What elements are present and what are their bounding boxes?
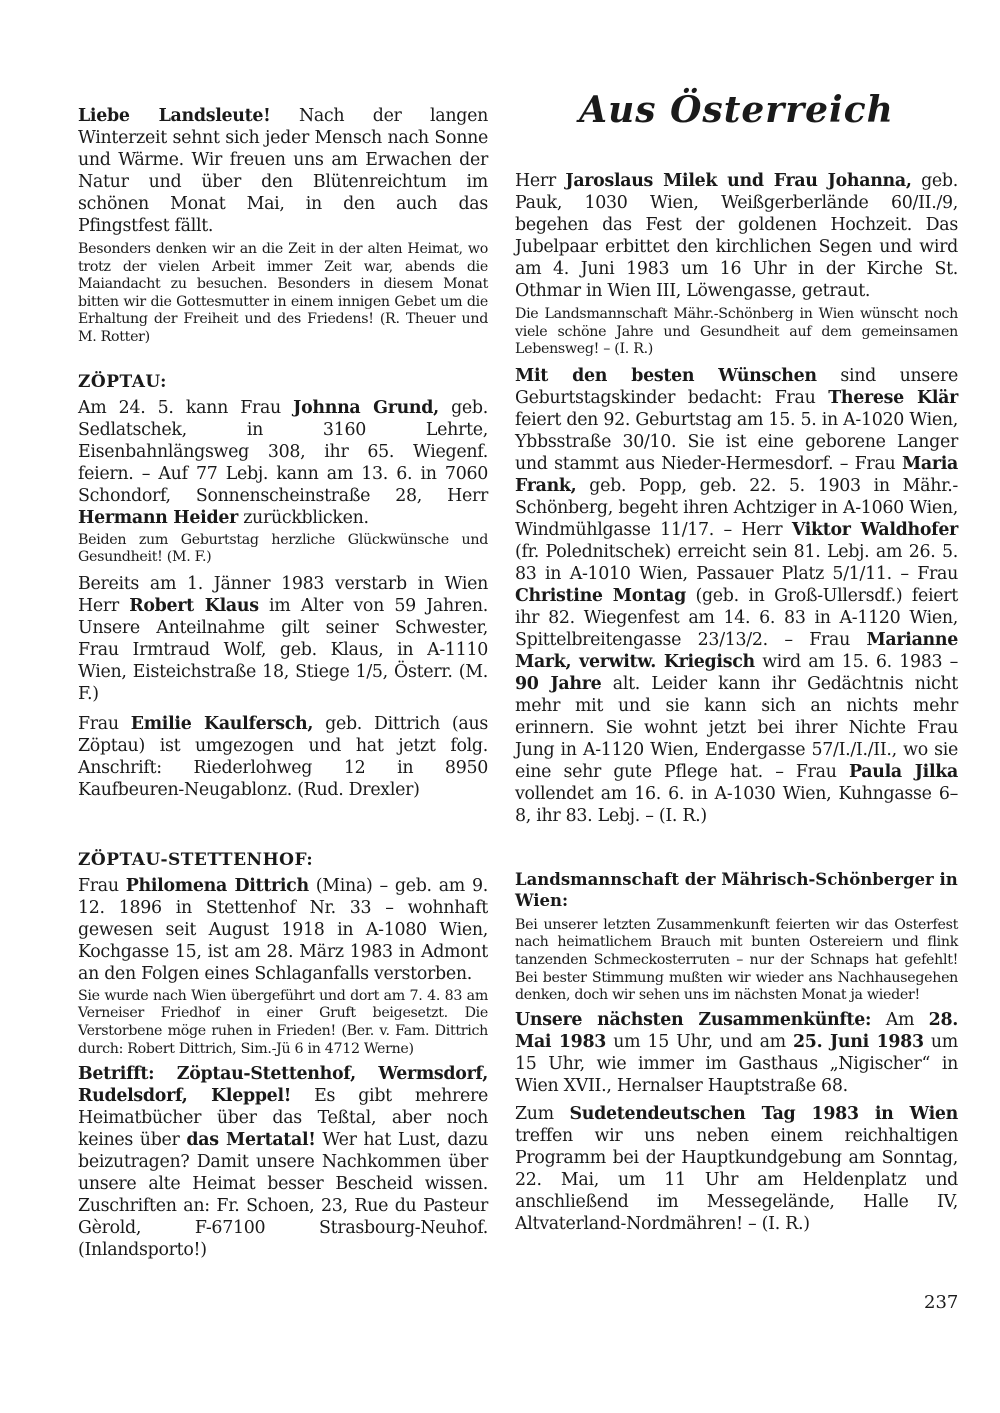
bold-name-text: Paula Jilka <box>848 761 958 782</box>
body-text: Frau <box>78 713 131 734</box>
body-text: alt. Leider kann ihr Gedächtnis nicht mehr mit und sie kann sich an nichts mehr erinnern. Sie wohnt jetzt bei ihrer Nichte Frau Jung in A-1120 Wien, Endergasse 57/I./I./II., wo sie eine sehr gute Pflege hat. – Frau <box>515 673 958 782</box>
body-text: vollendet am 16. 6. in A-1030 Wien, Kuhngasse 6–8, ihr 83. Lebj. – (I. R.) <box>515 783 958 826</box>
heading-zoeptau-stettenhof <box>78 849 488 871</box>
bold-name-text: Unsere nächsten Zusammenkünfte: <box>515 1009 872 1030</box>
left-column <box>78 105 488 1261</box>
body-text: geb. Sedlatschek, in 3160 Lehrte, Eisenbahnlängsweg 308, ihr 65. Wiegenf. feiern. – Auf 77 Lebj. kann am 13. 6. in 7060 Schondorf, Sonnenscheinstraße 28, Herr <box>78 397 488 506</box>
body-text: Landsmannschaft der Mährisch-Schönberger in Wien: <box>515 869 958 910</box>
body-text: Besonders denken wir an die Zeit in der alten Heimat, wo trotz der vielen Arbeit immer Zeit war, abends die Maiandacht zu besuchen. Besonders in diesem Monat bitten wir die Gottesmutter in einem innigen Gebet um die Erhaltung der Freiheit und des Friedens! (R. Theuer und M. Rotter) <box>78 241 488 345</box>
body-text: (fr. Polednitschek) erreicht sein 81. Lebj. am 26. 5. 83 in A-1010 Wien, Passauer Platz 5/1/11. – Frau <box>515 541 958 584</box>
body-text: zurückblicken. <box>237 507 369 528</box>
paragraph-robert-klaus <box>78 573 488 705</box>
bold-name-text: Liebe Landsleute! <box>78 106 271 126</box>
note-beisetzung <box>78 988 488 1058</box>
bold-name-text: Maria Frank, <box>515 453 958 496</box>
body-text: Sie wurde nach Wien übergeführt und dort am 7. 4. 83 am Verneiser Friedhof in einer Gruft beigesetzt. Die Verstorbene möge ruhen in Frieden! (Ber. v. Fam. Dittrich durch: Robert Dittrich, Sim.-Jü 6 in 4712 Werne) <box>78 987 488 1057</box>
body-text: geb. Dittrich (aus Zöptau) ist umgezogen und hat jetzt folg. Anschrift: Riederlohweg 12 in 8950 Kaufbeuren-Neugablonz. (Rud. Drexler) <box>78 713 488 800</box>
bold-name-text: Hermann Heider <box>78 507 238 528</box>
bold-name-text: Christine Montag <box>515 585 686 606</box>
body-text: sind unsere Geburtstagskinder bedacht: Frau <box>515 365 958 408</box>
body-text: ZÖPTAU: <box>78 371 167 392</box>
note-osterfest <box>515 917 958 1005</box>
bold-name-text: Robert Klaus <box>129 595 259 616</box>
bold-name-text: Marianne Mark, verwitw. Kriegisch <box>515 629 958 672</box>
paragraph-geburtstage <box>515 365 958 827</box>
intro-paragraph <box>78 105 488 237</box>
body-text: (geb. in Groß-Ullersdf.) feiert ihr 82. Wiegenfest am 14. 6. 83 in A-1120 Wien, Spittelbreitengasse 23/13/2. – Frau <box>515 585 958 650</box>
bold-name-text: 90 Jahre <box>515 673 602 694</box>
intro-note <box>78 241 488 347</box>
body-text: Zum <box>515 1103 570 1124</box>
body-text: Nach der langen Winterzeit sehnt sich jeder Mensch nach Sonne und Wärme. Wir freuen uns am Erwachen der Natur und über den Blütenreichtum im schönen Monat Mai, in den auch das Pfingstfest fällt. <box>78 106 488 236</box>
page-number: 237 <box>924 1292 959 1313</box>
paragraph-kaulfersch <box>78 713 488 801</box>
bold-name-text: Mit den besten Wünschen <box>515 365 817 386</box>
body-text: Am 24. 5. kann Frau <box>78 397 294 418</box>
bold-name-text: Johnna Grund, <box>293 397 439 418</box>
body-text: (Mina) – geb. am 9. 12. 1896 in Stettenhof Nr. 33 – wohnhaft gewesen seit August 1918 in A-1080 Wien, Kochgasse 15, ist am 28. März 1983 in Admont an den Folgen eines Schlaganfalls verstorben. <box>78 875 488 984</box>
body-text: ZÖPTAU-STETTENHOF: <box>78 849 314 870</box>
bold-name-text: Philomena Dittrich <box>125 875 309 896</box>
body-text: geb. Popp, geb. 22. 5. 1903 in Mähr.-Schönberg, begeht ihren Achtziger in A-1060 Wien, Windmühlgasse 11/17. – Herr <box>515 475 958 540</box>
body-text: Herr <box>515 171 566 191</box>
bold-name-text: 25. Juni 1983 <box>792 1031 924 1052</box>
body-text: feiert den 92. Geburtstag am 15. 5. in A-1020 Wien, Ybbsstraße 30/10. Sie ist eine geborene Langer und stammt aus Nieder-Hermesdorf. – Frau <box>515 409 958 474</box>
paragraph-sudetendeutscher-tag <box>515 1103 958 1235</box>
body-text: Beiden zum Geburtstag herzliche Glückwünsche und Gesundheit! (M. F.) <box>78 531 488 566</box>
right-column <box>515 170 958 1235</box>
bold-name-text: das Mertatal! <box>186 1130 316 1151</box>
body-text: Frau <box>78 875 126 896</box>
bold-name-text: 28. Mai 1983 <box>515 1009 959 1052</box>
body-text: Es gibt mehrere Heimatbücher über das Teßtal, aber noch keines über <box>78 1086 488 1151</box>
heading-zoeptau <box>78 371 488 393</box>
body-text: Bei unserer letzten Zusammenkunft feierten wir das Osterfest nach heimatlichem Brauch mit bunten Ostereiern und flink tanzenden Schmeckosterruten – nur der Schnaps hat gefehlt! Bei bester Stimmung mußten wir wieder ans Nachhausegehen denken, doch wir sehen uns im nächsten Monat ja wieder! <box>515 916 958 1004</box>
bold-name-text: Jaroslaus Milek und Frau Johanna, <box>565 171 912 191</box>
body-text: Bereits am 1. Jänner 1983 verstarb in Wien Herr <box>78 573 488 616</box>
body-text: Wer hat Lust, dazu beizutragen? Damit unsere Nachkommen über unsere alte Heimat besser Bescheid wissen. Zuschriften an: Fr. Schoen, 23, Rue du Pasteur Gèrold, F-67100 Strasbourg-Neuhof. (Inlandsporto!) <box>78 1130 488 1261</box>
body-text: Am <box>871 1009 929 1030</box>
paragraph-grund-heider <box>78 397 488 529</box>
bold-name-text: Emilie Kaulfersch, <box>130 713 314 734</box>
body-text: geb. Pauk, 1030 Wien, Weißgerberlände 60/II./9, begehen das Fest der goldenen Hochzeit. Das Jubelpaar erbittet den kirchlichen Segen und wird am 4. Juni 1983 um 16 Uhr in der Kirche St. Othmar in Wien III, Löwengasse, getraut. <box>515 171 958 301</box>
paragraph-goldene-hochzeit <box>515 170 958 302</box>
paragraph-philomena-dittrich <box>78 875 488 985</box>
paragraph-betrifft-mertatal <box>78 1063 488 1261</box>
body-text: wird am 15. 6. 1983 – <box>754 651 958 672</box>
paragraph-zusammenkuenfte <box>515 1009 958 1097</box>
body-text: um 15 Uhr, wie immer im Gasthaus „Nigischer“ in Wien XVII., Hernalser Hauptstraße 68. <box>515 1031 959 1096</box>
body-text: im Alter von 59 Jahren. Unsere Anteilnahme gilt seiner Schwester, Frau Irmtraud Wolf, geb. Klaus, in A-1110 Wien, Eisteichstraße 18, Stiege 1/5, Österr. (M. F.) <box>78 595 488 704</box>
note-glueckwuensche <box>78 532 488 567</box>
bold-name-text: Betrifft: Zöptau-Stettenhof, Wermsdorf, Rudelsdorf, Kleppel! <box>78 1064 488 1107</box>
note-landsmannschaft <box>515 306 958 359</box>
bold-name-text: Therese Klär <box>828 387 958 408</box>
bold-name-text: Viktor Waldhofer <box>791 519 958 540</box>
body-text: Die Landsmannschaft Mähr.-Schönberg in Wien wünscht noch viele schöne Jahre und Gesundheit auf dem gemeinsamen Lebensweg! – (I. R.) <box>515 306 958 358</box>
heading-landsmannschaft-wien <box>515 869 958 911</box>
body-text: um 15 Uhr, und am <box>606 1031 793 1052</box>
body-text: treffen wir uns neben einem reichhaltigen Programm bei der Hauptkundgebung am Sonntag, 22. Mai, um 11 Uhr am Heldenplatz und anschließend im Messegelände, Halle IV, Altvaterland-Nordmähren! – (I. R.) <box>515 1125 958 1234</box>
section-title-aus-oesterreich: Aus Österreich <box>579 89 894 131</box>
bold-name-text: Sudetendeutschen Tag 1983 in Wien <box>569 1103 958 1124</box>
